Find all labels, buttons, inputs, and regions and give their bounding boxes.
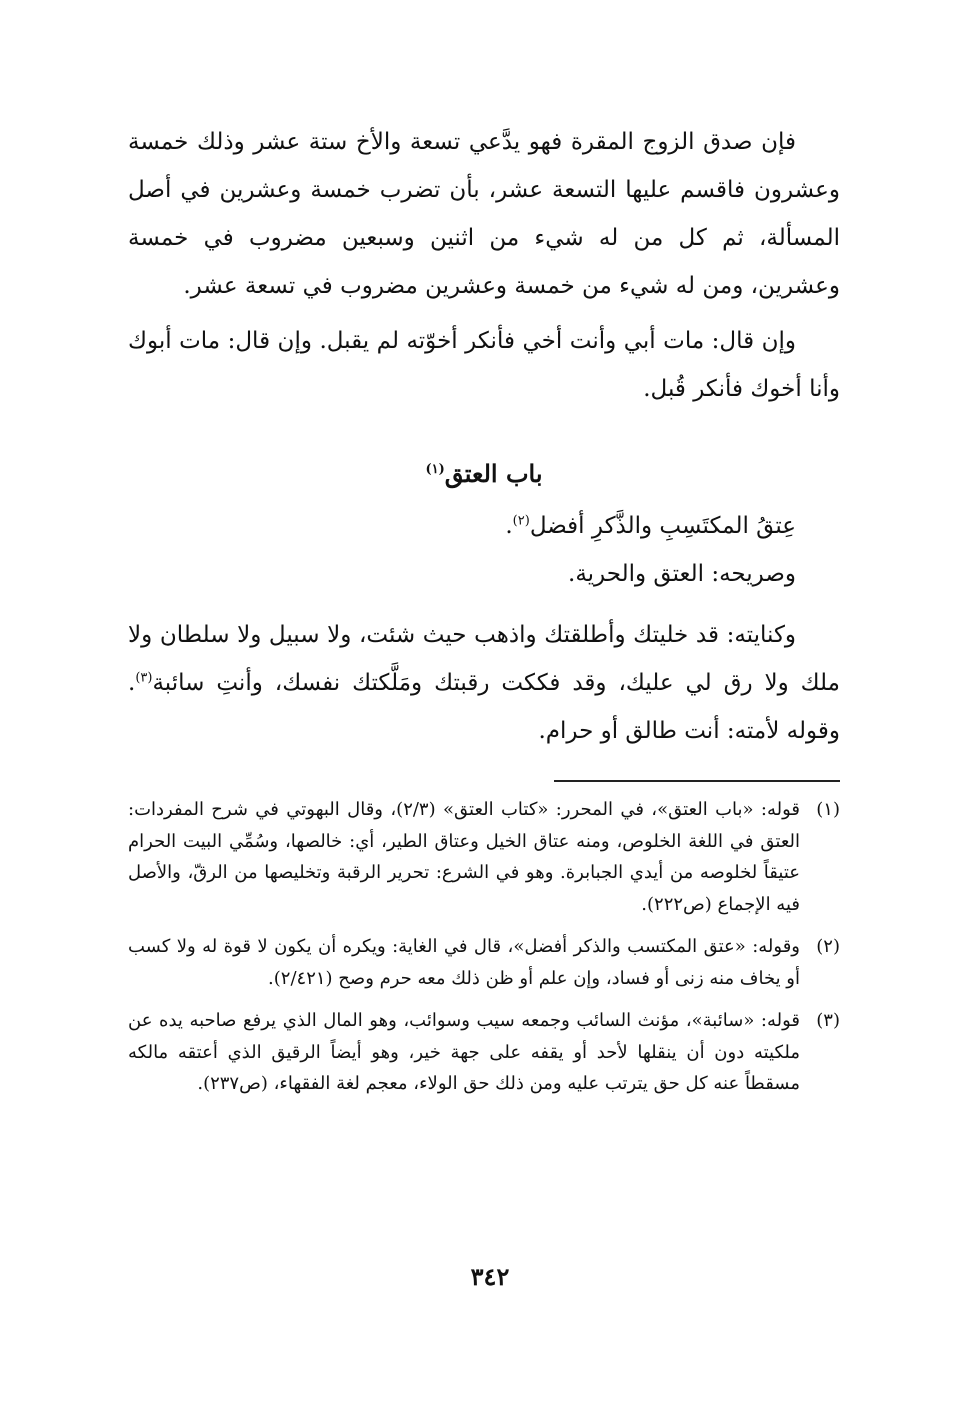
footnote-ref-2: (٢) (512, 513, 530, 529)
chapter-title: باب العتق (444, 459, 543, 488)
best-emancipation-end: . (505, 513, 513, 539)
footnote-item (128, 1005, 840, 1100)
paragraph-best-emancipation (128, 502, 840, 550)
footnote-number: (١) (816, 799, 840, 820)
best-emancipation-text: عِتقُ المكتَسِبِ والذَّكرِ أفضل (529, 513, 796, 539)
paragraph-implicit-wording (128, 611, 840, 755)
paragraph-brother-claim: وإن قال: مات أبي وأنت أخي فأنكر أخوّته لم يقبل. وإن قال: مات أبوك وأنا أخوك فأنكر قُبل. (128, 328, 840, 402)
footnote-separator (554, 780, 840, 782)
footnote-ref-3: (٣) (135, 670, 153, 686)
implicit-wording-text: وكنايته: قد خليتك وأطلقتك واذهب حيث شئت، ولا سبيل ولا سلطان ولا ملك ولا رق لي عليك، وقد فككت رقبتك ومَلَّكتك نفسك، وأنتِ سائبة (128, 622, 840, 696)
chapter-heading (128, 450, 840, 498)
footnote-item (128, 931, 840, 994)
paragraph-explicit-wording: وصريحه: العتق والحرية. (568, 561, 796, 587)
page-number: ٣٤٢ (470, 1262, 510, 1291)
footnotes-section (128, 794, 840, 1100)
footnote-ref-1: (١) (425, 462, 445, 477)
footnote-number: (٣) (816, 1010, 840, 1031)
footnote-number: (٢) (816, 936, 840, 957)
footnote-item (128, 794, 840, 920)
paragraph-inheritance-calc: فإن صدق الزوج المقرة فهو يدَّعي تسعة والأخ ستة عشر وذلك خمسة وعشرون فاقسم عليها التسعة عشر، بأن تضرب خمسة وعشرين في أصل المسألة، ثم كل من له شيء من اثنين وسبعين مضروب في خمسة وعشرين، ومن له شيء من خمسة وعشرين مضروب في تسعة عشر. (128, 129, 840, 299)
footnote-text: قوله: «سائبة»، مؤنث السائب وجمعه سيب وسوائب، وهو المال الذي يرفع صاحبه يده عن ملكيته دون أن ينقلها لأحد أو يقفه على جهة خير، وهو أيضاً الرقيق الذي أعتقه مالكه مسقطاً عنه كل حق يترتب عليه ومن ذلك حق الولاء، معجم لغة الفقهاء، (ص٢٣٧). (128, 1010, 800, 1094)
page-content (128, 118, 840, 1111)
implicit-wording-end: . وقوله لأمته: أنت طالق أو حرام. (128, 670, 840, 744)
footnote-text: قوله: «باب العتق»، في المحرر: «كتاب العتق» (٢/٣)، وقال البهوتي في شرح المفردات: العتق في اللغة الخلوص، ومنه عتاق الخيل وعتاق الطير، أي: خالصها، وسُمِّي البيت الحرام عتيقاً لخلوصه من أيدي الجبابرة. وهو في الشرع: تحرير الرقبة وتخليصها من الرقّ، والأصل فيه الإجماع (ص٢٢٢). (128, 799, 800, 915)
footnote-text: وقوله: «عتق المكتسب والذكر أفضل»، قال في الغاية: ويكره أن يكون لا قوة له ولا كسب أو يخاف منه زنى أو فساد، وإن علم أو ظن ذلك معه حرم وصح (٢/٤٢١). (128, 936, 800, 989)
